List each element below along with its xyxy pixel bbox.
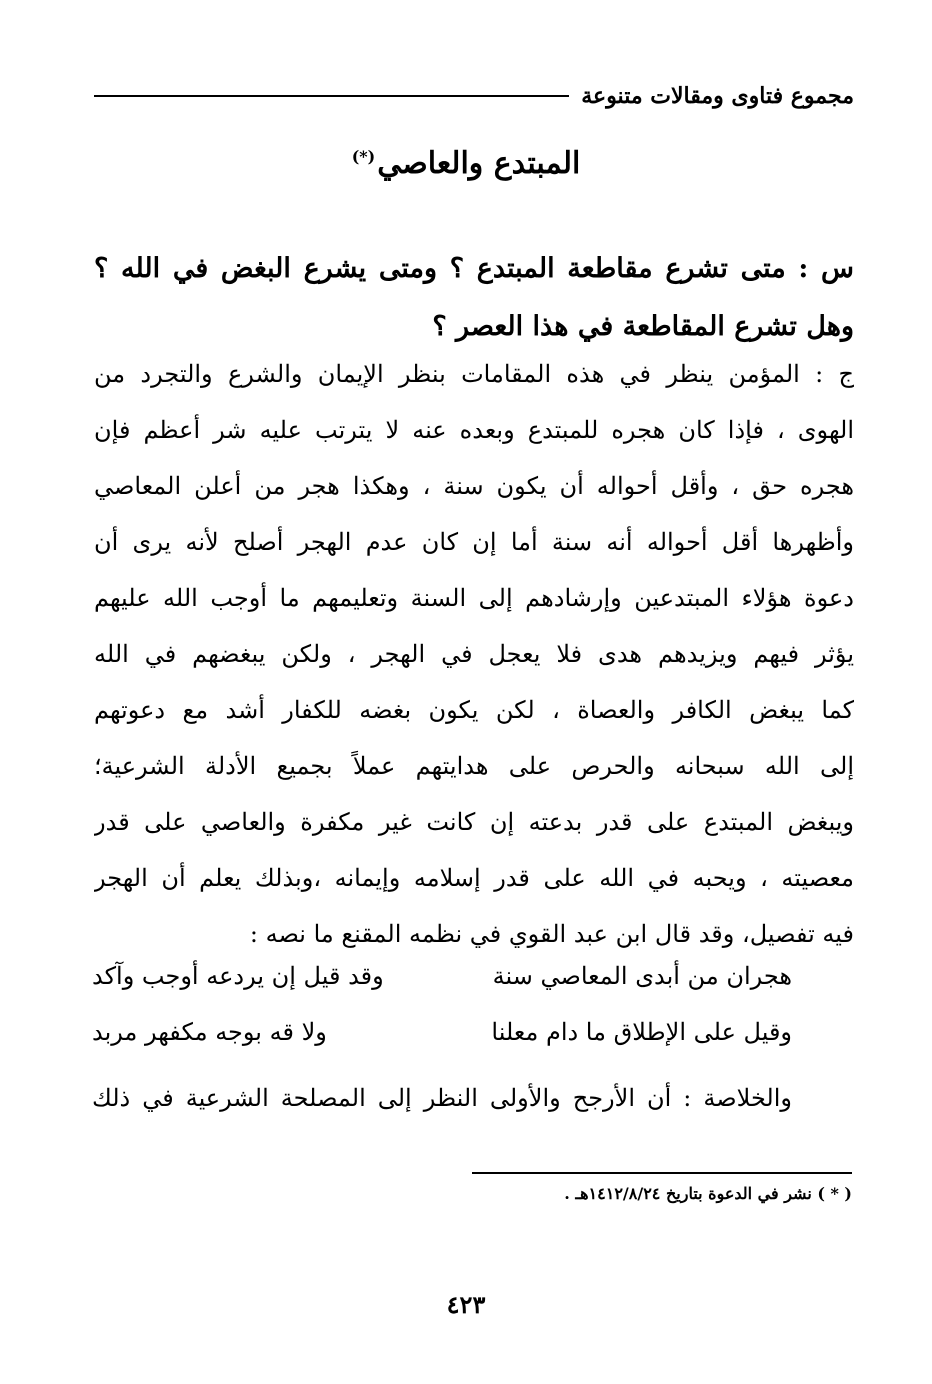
verse-first-half: هجران من أبدى المعاصي سنة (492, 962, 792, 990)
conclusion-text: والخلاصة : أن الأرجح والأولى النظر إلى المصلحة الشرعية في ذلك (92, 1084, 792, 1112)
poem (92, 948, 792, 1060)
answer-line: وأظهرها أقل أحواله أنه سنة أما إن كان عدم الهجر أصلح لأنه يرى أن (94, 528, 854, 556)
poem-verse (92, 1004, 792, 1060)
poem-verse (92, 948, 792, 1004)
verse-second-half: ولا قه بوجه مكفهر مربد (92, 1018, 327, 1046)
page-number: ٤٢٣ (446, 1290, 486, 1319)
running-header (94, 78, 854, 114)
answer-line: معصيته ، ويحبه في الله على قدر إسلامه وإيمانه ،وبذلك يعلم أن الهجر (94, 864, 854, 892)
footnote-text: ( * ) نشر في الدعوة بتاريخ ١٤١٢/٨/٢٤هـ . (564, 1184, 852, 1203)
answer-line: إلى الله سبحانه والحرص على هدايتهم عملاً بجميع الأدلة الشرعية؛ (94, 752, 854, 780)
header-rule (94, 95, 569, 97)
article-heading (0, 146, 932, 181)
answer-line: الهوى ، فإذا كان هجره للمبتدع وبعده عنه لا يترتب عليه شر أعظم فإن (94, 416, 854, 444)
verse-second-half: وقد قيل إن يردعه أوجب وآكد (92, 962, 384, 990)
answer-line: ج : المؤمن ينظر في هذه المقامات بنظر الإيمان والشرع والتجرد من (94, 360, 854, 388)
answer-line: ويبغض المبتدع على قدر بدعته إن كانت غير مكفرة والعاصي على قدر (94, 808, 854, 836)
answer-line: يؤثر فيهم ويزيدهم هدى فلا يعجل في الهجر ، ولكن يبغضهم في الله (94, 640, 854, 668)
book-title: مجموع فتاوى ومقالات متنوعة (581, 83, 854, 109)
article-title: المبتدع والعاصي (377, 146, 581, 181)
answer-body (94, 346, 854, 962)
answer-line: فيه تفصيل، وقد قال ابن عبد القوي في نظمه المقنع ما نصه : (249, 920, 854, 948)
footnote-marker: (*) (351, 147, 376, 166)
answer-line: دعوة هؤلاء المبتدعين وإرشادهم إلى السنة وتعليمهم ما أوجب الله عليهم (94, 584, 854, 612)
footnote-rule (472, 1172, 852, 1174)
answer-line: هجره حق ، وأقل أحواله أن يكون سنة ، وهكذا هجر من أعلن المعاصي (94, 472, 854, 500)
question-text: س : متى تشرع مقاطعة المبتدع ؟ ومتى يشرع البغض في الله ؟ وهل تشرع المقاطعة في هذا العصر ؟ (94, 253, 854, 342)
verse-first-half: وقيل على الإطلاق ما دام معلنا (491, 1018, 792, 1046)
answer-line: كما يبغض الكافر والعصاة ، لكن يكون بغضه للكفار أشد مع دعوتهم (94, 696, 854, 724)
